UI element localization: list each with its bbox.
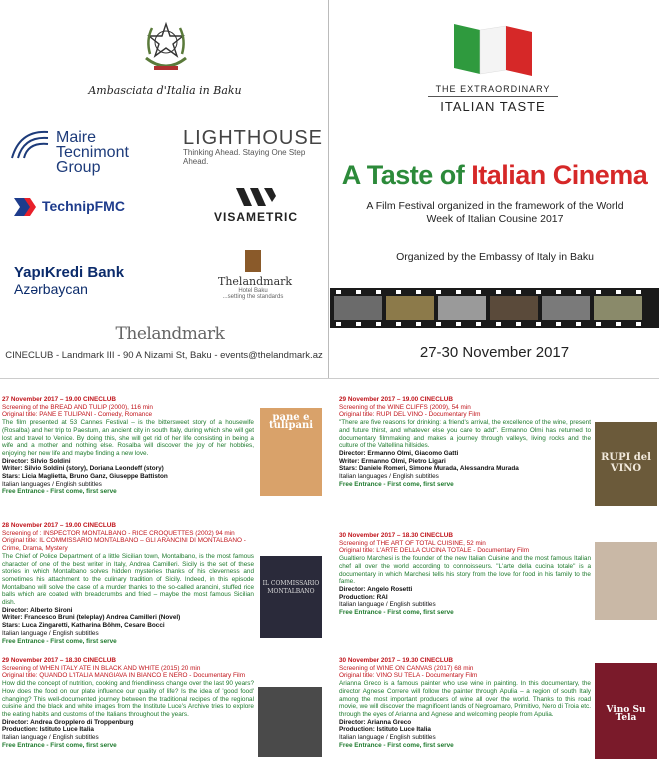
- screening-entrance: Free Entrance - First come, first serve: [339, 741, 454, 749]
- maire-text: Maire Tecnimont Group: [56, 129, 129, 176]
- lighthouse-tagline: Thinking Ahead. Staying One Step Ahead.: [183, 148, 306, 166]
- screening-text: [2, 396, 254, 496]
- screening-description: The film presented at 53 Cannes Festival – is the bittersweet story of a housewife (Rosalba) and her trip to Paestum, an ancient city in south Italy, during which she will get lost and travel to Venice. By doing this, she will get rid of her life consisting in being a wife and a mother and nothing else. Rosalba will discover the joy of her hobbies, enjoying her new life and maybe finding a new love.: [2, 419, 254, 457]
- poster-title: IL COMMISSARIO MONTALBANO: [262, 580, 320, 595]
- extraordinary-text: THE EXTRAORDINARY: [435, 84, 551, 94]
- screening-date: 29 November 2017 – 18.30 CINECLUB: [2, 657, 117, 664]
- vertical-divider: [328, 0, 329, 378]
- visametric-logo: [206, 188, 306, 228]
- badge-divider: [428, 96, 558, 97]
- screening-production: Production: Istituto Luce Italia: [339, 726, 431, 734]
- screening-card: [339, 396, 657, 516]
- filmstrip-image: [330, 280, 659, 332]
- screening-card: [2, 657, 320, 765]
- chef-photo: [595, 542, 657, 620]
- movie-poster: [260, 556, 322, 638]
- italian-emblem-icon: [140, 18, 192, 78]
- italian-flag-icon: [450, 20, 536, 76]
- screening-original-title: Original title: QUANDO L'ITALIA MANGIAVA IN BIANCO E NERO - Documentary Film: [2, 672, 246, 680]
- screening-stars: Stars: Daniele Romeri, Simone Murada, Alessandra Murada: [339, 465, 519, 473]
- screening-original-title: Original title: IL COMMISSARIO MONTALBANO – GLI ARANCINI DI MONTALBANO - Crime, Drama, Mystery: [2, 537, 246, 553]
- screening-original-title: Original title: VINO SU TELA - Documentary Film: [339, 672, 478, 680]
- screening-title: Screening of : INSPECTOR MONTALBANO - RICE CROQUETTES (2002) 94 min: [2, 529, 235, 537]
- poster-title: RUPI del VINO: [601, 452, 651, 474]
- screening-title: Screening of WHEN ITALY ATE IN BLACK AND WHITE (2015) 20 min: [2, 664, 201, 672]
- screening-entrance: Free Entrance - First come, first serve: [2, 637, 117, 645]
- screening-entrance: Free Entrance - First come, first serve: [2, 741, 117, 749]
- technip-text: TechnipFMC: [42, 198, 125, 214]
- screening-title: Screening of the BREAD AND TULIP (2000), 116 min: [2, 403, 153, 411]
- screening-stars: Stars: Licia Maglietta, Bruno Ganz, Giuseppe Battiston: [2, 473, 168, 481]
- festival-subtitle: A Film Festival organized in the framework of the World Week of Italian Cousine 2017: [366, 200, 624, 225]
- poster-title: pane e tulipani: [268, 412, 314, 431]
- screening-director: Director: Angelo Rosetti: [339, 585, 413, 593]
- screening-date: 29 November 2017 – 19.00 CINECLUB: [339, 396, 454, 403]
- yapikredi-country: Azərbaycan: [14, 281, 88, 297]
- screening-description: How did the concept of nutrition, cooking and friendliness change over the last 90 years? How does the food on our plate influence our quality of life? Is the idea of 'good food' changing? This well-documented journey between the traditional recipes of the regional cuisine and the black and white images from the Institute Luce's Archive tries to explore the eating habits and customs of the Italians throughout the years.: [2, 680, 254, 718]
- poster-title: Vino Su Tela: [606, 705, 646, 723]
- landmark-hotel-sub: Hotel Baku: [238, 288, 268, 294]
- screening-language: Italian language / English subtitles: [2, 734, 99, 742]
- screening-date: 30 November 2017 – 19.30 CINECLUB: [339, 657, 454, 664]
- landmark-hotel-text: Thelandmark: [218, 275, 293, 288]
- yapikredi-text: YapıKredi Bank: [14, 264, 125, 281]
- embassy-name: Ambasciata d'Italia in Baku: [88, 84, 242, 97]
- maire-arc-icon: [10, 126, 50, 160]
- screening-writer: Writer: Francesco Bruni (teleplay) Andrea Camilleri (Novel): [2, 614, 181, 622]
- screening-text: [339, 396, 591, 488]
- visametric-mark-icon: [236, 188, 276, 206]
- lighthouse-text: LIGHTHOUSE: [183, 127, 324, 149]
- screening-description: The Chief of Police Department of a little Sicilian town, Montalbano, is the most famous character of one of the best writer in Italy, Andrea Camilleri. Sicily is the set of these stories in which Montalbano solves hidden mysteries thanks of his cleverness and sometimes his attachment to the culinary tradition of Sicily. Indeed, in this episode Montalbano will solve the case of a murder thanks to the so-called arancini, stuffed rice balls which are coated with breadcrumbs and fried – maybe the most famous Sicilian dish.: [2, 552, 254, 607]
- screening-production: Production: RAI: [339, 593, 388, 601]
- screening-original-title: Original title: PANE E TULIPANI - Comedy, Romance: [2, 411, 153, 419]
- movie-poster: [595, 422, 657, 506]
- screening-description: Gualtiero Marchesi is the founder of the new Italian Cuisine and the most famous Italian chef all over the world according to connoisseurs. "L'arte della cucina totale" is a documentary in which Marchesi tells his story from the love for food in his family to the fame.: [339, 555, 591, 586]
- screening-card: [339, 532, 657, 642]
- screening-language: Italian language / English subtitles: [2, 629, 99, 637]
- screening-card: [339, 657, 657, 765]
- sponsors-panel: [0, 0, 328, 378]
- screening-description: "There are five reasons for drinking: a friend's arrival, the excellence of the wine, present and future thirst, and whatever else you care to add". Ermanno Olmi has returned to documentary filmmaking and makes a journey through valleys, living rocks and the culture of the Valtellina hillsides.: [339, 419, 591, 450]
- screening-original-title: Original title: RUPI DEL VINO - Documentary Film: [339, 411, 481, 419]
- screening-entrance: Free Entrance - First come, first serve: [2, 488, 117, 496]
- landmark-hotel-tag: ...setting the standards: [222, 294, 284, 300]
- screening-card: [2, 522, 320, 652]
- screening-language: Italian languages / English subtitles: [339, 473, 439, 481]
- screening-entrance: Free Entrance - First come, first serve: [339, 480, 454, 488]
- screening-director: Director: Ermanno Olmi, Giacomo Gatti: [339, 449, 459, 457]
- screening-director: Director: Silvio Soldini: [2, 457, 71, 465]
- screening-date: 27 November 2017 – 19.00 CINECLUB: [2, 396, 117, 403]
- screening-language: Italian language / English subtitles: [339, 601, 436, 609]
- screening-text: [2, 522, 254, 645]
- screening-director: Director: Arianna Greco: [339, 718, 412, 726]
- screening-director: Director: Andrea Gropplero di Troppenburg: [2, 718, 134, 726]
- italian-taste-text: ITALIAN TASTE: [440, 99, 546, 114]
- screening-date: 30 November 2017 – 18.30 CINECLUB: [339, 532, 454, 539]
- screening-text: [339, 657, 591, 749]
- screening-language: Italian language / English subtitles: [339, 734, 436, 742]
- festival-header: [330, 0, 659, 378]
- screening-entrance: Free Entrance - First come, first serve: [339, 609, 454, 617]
- movie-still: [258, 687, 322, 757]
- screening-text: [2, 657, 254, 749]
- screening-original-title: Original title: L'ARTE DELLA CUCINA TOTALE - Documentary Film: [339, 547, 530, 555]
- screening-stars: Stars: Luca Zingaretti, Katharina Böhm, Cesare Bocci: [2, 622, 165, 630]
- title-part-red: Italian Cinema: [471, 160, 648, 190]
- movie-poster: [595, 663, 657, 759]
- landmark-hotel-logo: [218, 250, 293, 310]
- landmark-logo: Thelandmark: [115, 324, 225, 344]
- lighthouse-logo: [183, 127, 324, 166]
- screening-card: [2, 396, 320, 516]
- screening-title: Screening of the WINE CLIFFS (2009), 54 min: [339, 403, 471, 411]
- technip-chevron-icon: [14, 196, 38, 218]
- horizontal-divider: [0, 378, 659, 379]
- visametric-text: VISAMETRIC: [213, 210, 298, 224]
- screening-title: Screening of WINE ON CANVAS (2017) 68 min: [339, 664, 474, 672]
- screening-writer: Writer: Silvio Soldini (story), Doriana Leondeff (story): [2, 465, 164, 473]
- screening-description: Arianna Greco is a famous painter who use wine in painting. In this documentary, the director Agnese Correre will follow the painter through Apulia – a region of south Italy among the most important producers of wine all over the world. Thanks to this road movie, we will discover the magnificent lands of Negroamaro, Primitivo, Nero di Troia etc. through the eyes of Arianna and Agnese and welcoming people from Apulia.: [339, 680, 591, 718]
- extraordinary-badge: [418, 84, 568, 114]
- screening-writer: Writer: Ermanno Olmi, Pietro Ligari: [339, 457, 446, 465]
- screening-language: Italian languages / English subtitles: [2, 480, 102, 488]
- festival-title: [330, 160, 659, 191]
- technipfmc-logo: [14, 196, 154, 222]
- screening-text: [339, 532, 591, 617]
- organizer-text: Organized by the Embassy of Italy in Baku: [396, 251, 594, 263]
- title-part-green: A Taste of: [341, 160, 472, 190]
- yapikredi-logo: [14, 264, 154, 302]
- venue-address: CINECLUB - Landmark III - 90 A Nizami St, Baku - events@thelandmark.az: [5, 350, 323, 361]
- festival-dates: 27-30 November 2017: [419, 344, 570, 361]
- screening-director: Director: Alberto Sironi: [2, 606, 73, 614]
- screening-production: Production: Istituto Luce Italia: [2, 726, 94, 734]
- screening-date: 28 November 2017 – 19.00 CINECLUB: [2, 522, 117, 529]
- screening-title: Screening of THE ART OF TOTAL CUISINE, 52 min: [339, 539, 486, 547]
- maire-tecnimont-logo: [10, 126, 160, 176]
- movie-poster: [260, 408, 322, 496]
- landmark-tower-icon: [245, 250, 261, 272]
